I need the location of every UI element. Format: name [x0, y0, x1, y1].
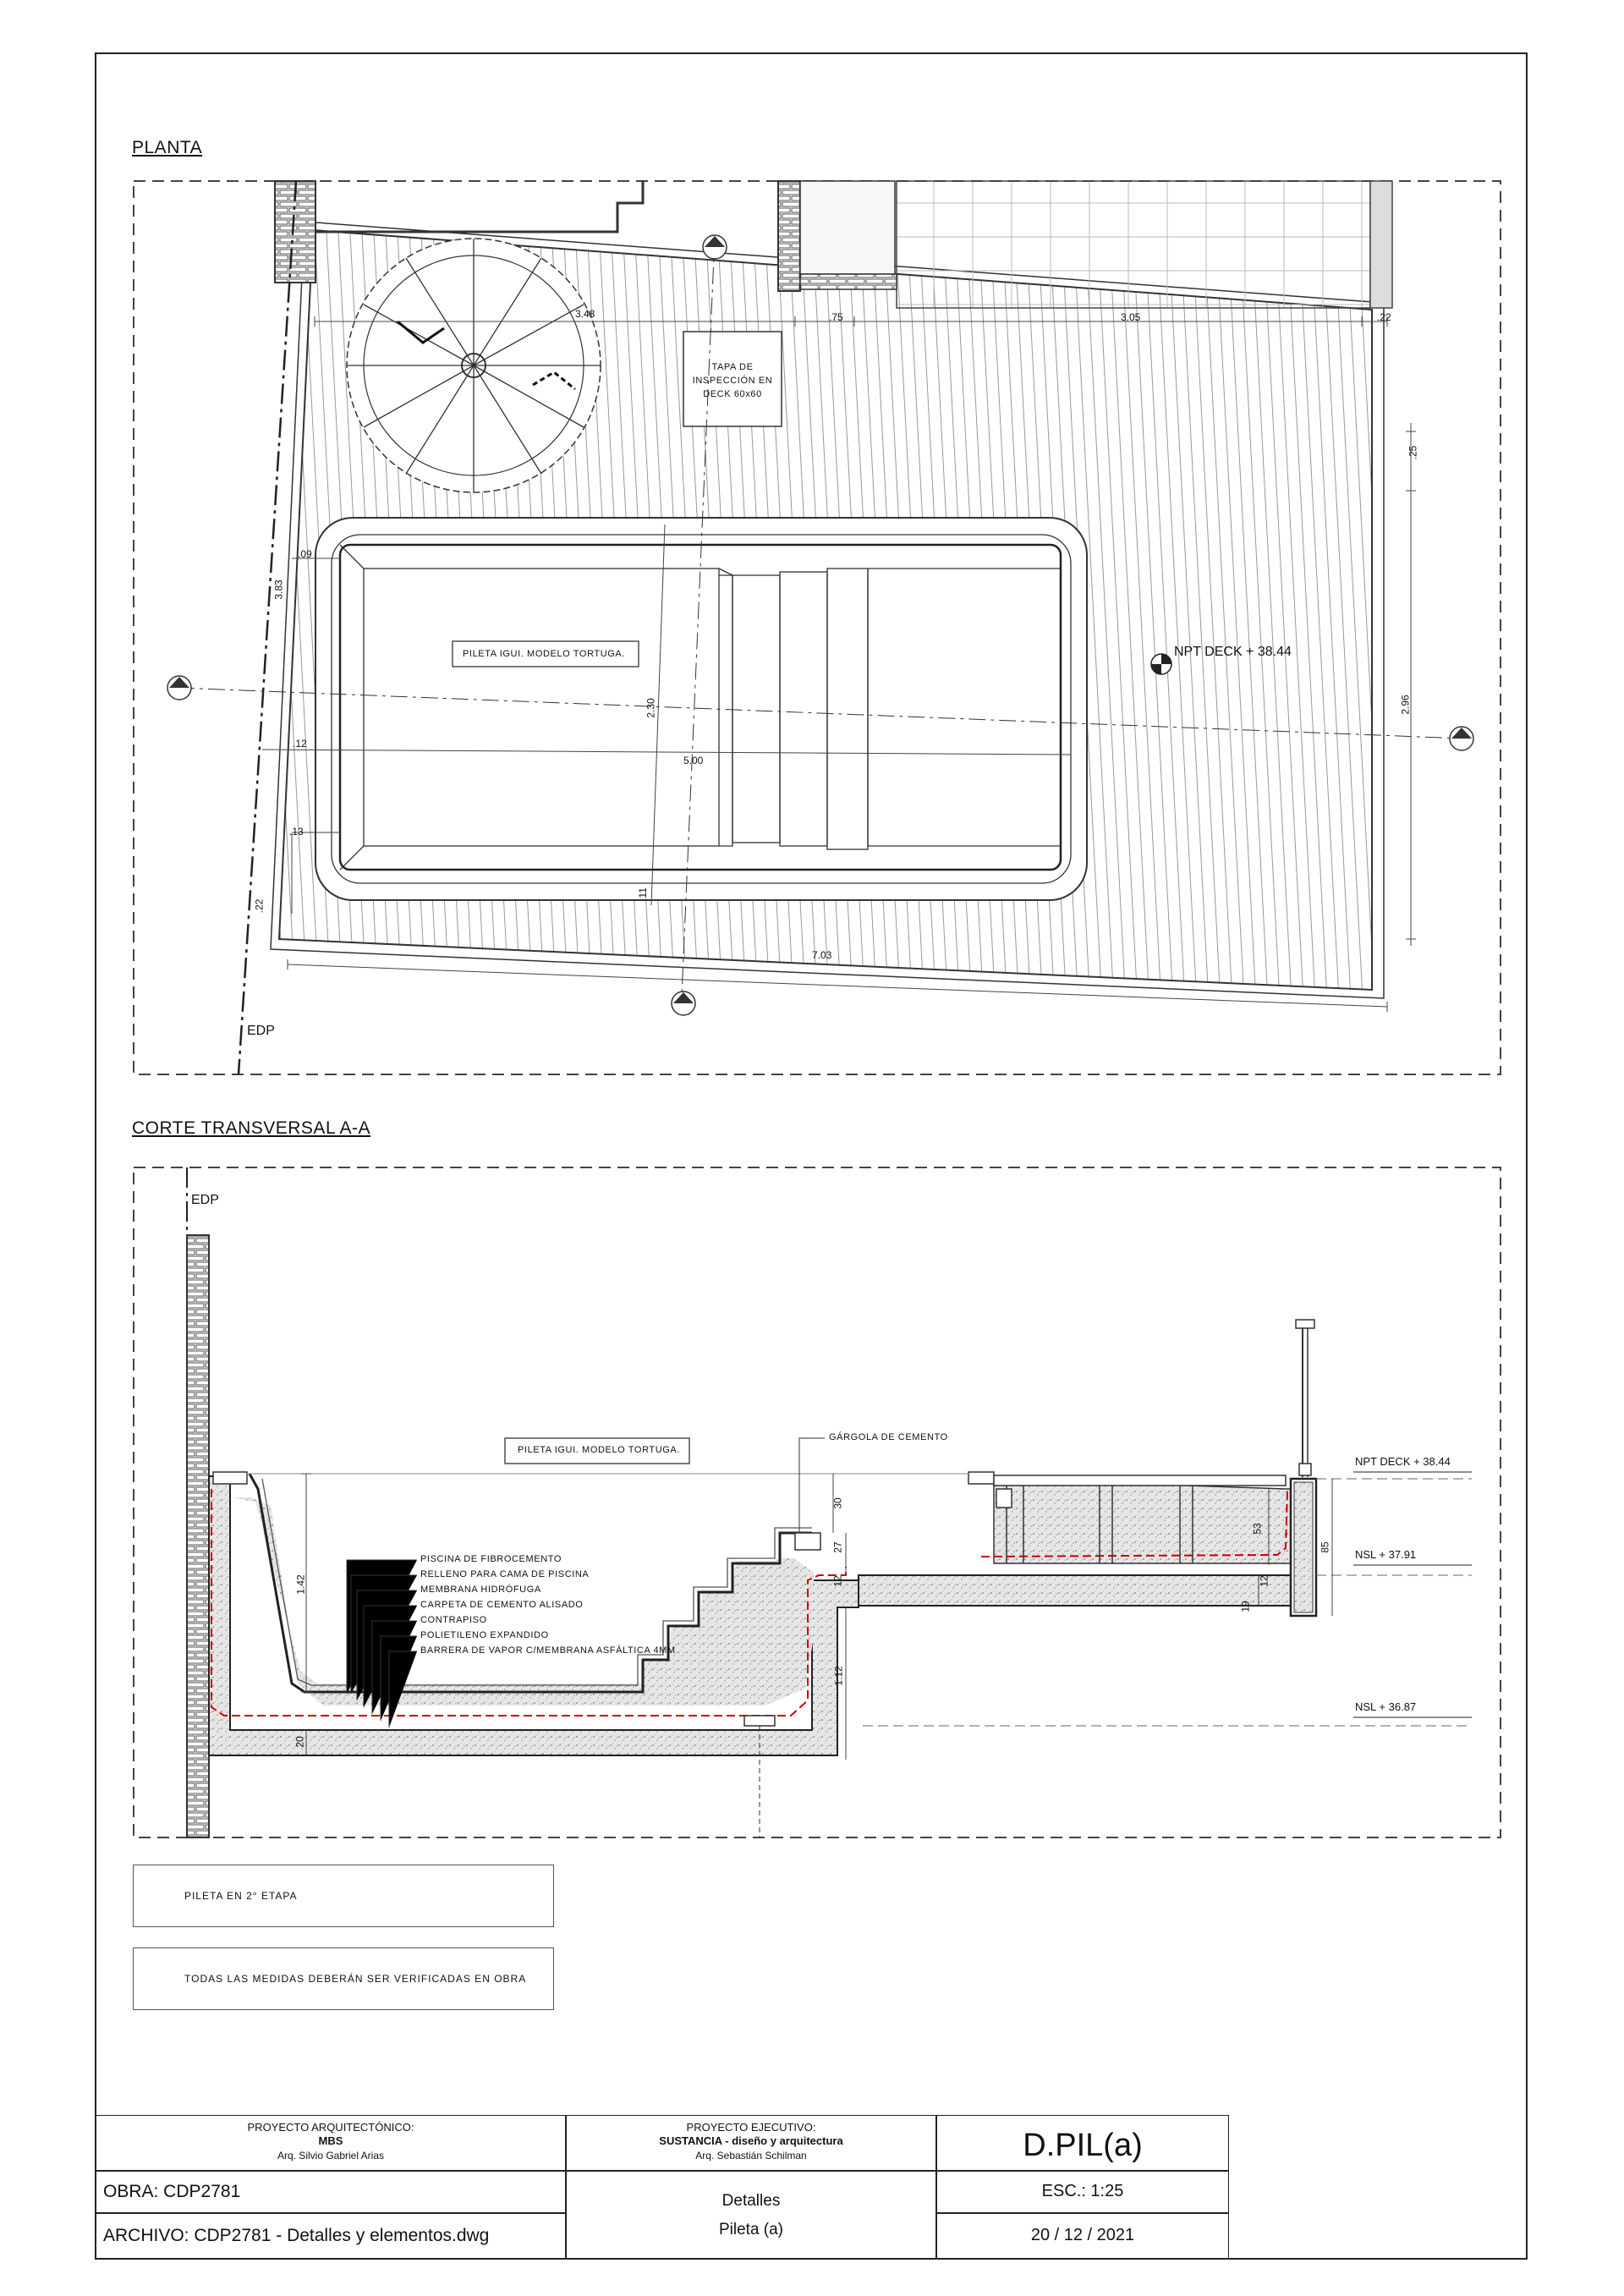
dim-27: 27: [831, 1541, 844, 1553]
planta-edp-label: EDP: [247, 1024, 275, 1038]
note-box-etapa: [133, 1865, 554, 1927]
tb-proyecto-arq: [96, 2115, 566, 2171]
layer-4: CARPETA DE CEMENTO ALISADO: [420, 1600, 584, 1610]
dim-1-12: 1.12: [832, 1666, 845, 1686]
dim-0-22-left: .22: [253, 898, 266, 914]
dim-3-83: 3.83: [272, 579, 285, 600]
dim-0-25: .25: [1407, 445, 1419, 460]
dim-0-13: .13: [289, 826, 304, 838]
tb-escala: [936, 2171, 1229, 2213]
dim-2-30: 2.30: [645, 698, 657, 718]
inspection-label-3: DECK 60x60: [703, 389, 762, 399]
dim-20: 20: [294, 1736, 306, 1748]
layer-7: BARRERA DE VAPOR C/MEMBRANA ASFÁLTICA 4MM: [420, 1645, 676, 1656]
note-verificar-text: TODAS LAS MEDIDAS DEBERÁN SER VERIFICADAS EN OBRA: [184, 1973, 527, 1985]
planta-drawing: [134, 181, 1501, 1074]
corte-pool-label: PILETA IGUI. MODELO TORTUGA.: [518, 1445, 681, 1455]
layer-2: RELLENO PARA CAMA DE PISCINA: [420, 1569, 590, 1579]
dim-53: 53: [1251, 1523, 1264, 1535]
tb-fecha: [936, 2213, 1229, 2259]
corte-title: CORTE TRANSVERSAL A-A: [132, 1118, 371, 1138]
tb-proyecto-ejec-name: SUSTANCIA - diseño y arquitectura: [659, 2134, 843, 2147]
dim-30: 30: [831, 1497, 844, 1509]
tb-detalles-text: Detalles: [721, 2192, 781, 2210]
dim-2-96: 2.96: [1399, 695, 1412, 715]
dim-85: 85: [1319, 1541, 1331, 1553]
tb-archivo-text: ARCHIVO: CDP2781 - Detalles y elementos.dwg: [103, 2226, 490, 2245]
tb-proyecto-ejec-label: PROYECTO EJECUTIVO:: [686, 2121, 816, 2134]
layer-1: PISCINA DE FIBROCEMENTO: [420, 1554, 562, 1564]
inspection-label-2: INSPECCIÓN EN: [692, 376, 773, 386]
dim-1-42: 1.42: [294, 1574, 307, 1595]
tb-proyecto-arq-author: Arq. Silvio Gabriel Arias: [277, 2150, 385, 2161]
dim-12-a: 12: [831, 1575, 844, 1587]
tb-archivo: [96, 2213, 566, 2259]
tb-pileta-text: Pileta (a): [718, 2221, 784, 2238]
planta-npt-level: NPT DECK + 38.44: [1174, 645, 1292, 659]
corte-drawing: [134, 1167, 1501, 1837]
tb-proyecto-ejec-author: Arq. Sebastián Schilman: [695, 2150, 807, 2161]
dim-0-75: .75: [829, 311, 843, 323]
dim-5-00: 5.00: [683, 755, 704, 766]
planta-pool-label: PILETA IGUI. MODELO TORTUGA.: [463, 649, 626, 659]
note-etapa-text: PILETA EN 2° ETAPA: [184, 1890, 298, 1902]
dim-0-22-top: .22: [1377, 311, 1391, 323]
tb-proyecto-arq-name: MBS: [318, 2134, 343, 2147]
dim-0-09: .09: [298, 548, 312, 560]
dim-19: 19: [1239, 1601, 1252, 1612]
note-box-verificar: [133, 1947, 554, 2010]
tb-sheet-code-text: D.PIL(a): [1023, 2128, 1143, 2163]
title-block: [96, 2115, 1229, 2259]
tb-obra-text: OBRA: CDP2781: [103, 2182, 241, 2201]
inspection-label-1: TAPA DE: [711, 362, 754, 372]
corte-edp-label: EDP: [191, 1193, 219, 1207]
gargola-label: GÁRGOLA DE CEMENTO: [829, 1432, 948, 1442]
dim-0-12: .12: [293, 738, 307, 750]
tb-fecha-text: 20 / 12 / 2021: [1030, 2226, 1135, 2244]
dim-3-05: 3.05: [1121, 311, 1141, 323]
level-npt-deck: NPT DECK + 38.44: [1355, 1455, 1451, 1468]
tb-proyecto-arq-label: PROYECTO ARQUITECTÓNICO:: [247, 2121, 414, 2134]
tb-obra: [96, 2171, 566, 2213]
layer-5: CONTRAPISO: [420, 1615, 487, 1625]
tb-escala-text: ESC.: 1:25: [1041, 2182, 1124, 2200]
tb-sheet-code: [936, 2115, 1229, 2171]
dim-3-48: 3.48: [575, 308, 595, 320]
layer-6: POLIETILENO EXPANDIDO: [420, 1630, 549, 1640]
level-nsl-36-87: NSL + 36.87: [1355, 1700, 1417, 1713]
dim-12-b: 12: [1258, 1575, 1270, 1587]
dim-0-11: .11: [636, 887, 649, 901]
level-nsl-37-91: NSL + 37.91: [1355, 1548, 1417, 1561]
tb-proyecto-ejec: [566, 2115, 936, 2171]
planta-title: PLANTA: [132, 138, 203, 157]
tb-detalles: [566, 2171, 936, 2259]
dim-7-03: 7.03: [812, 949, 832, 961]
layer-3: MEMBRANA HIDRÓFUGA: [420, 1585, 541, 1595]
